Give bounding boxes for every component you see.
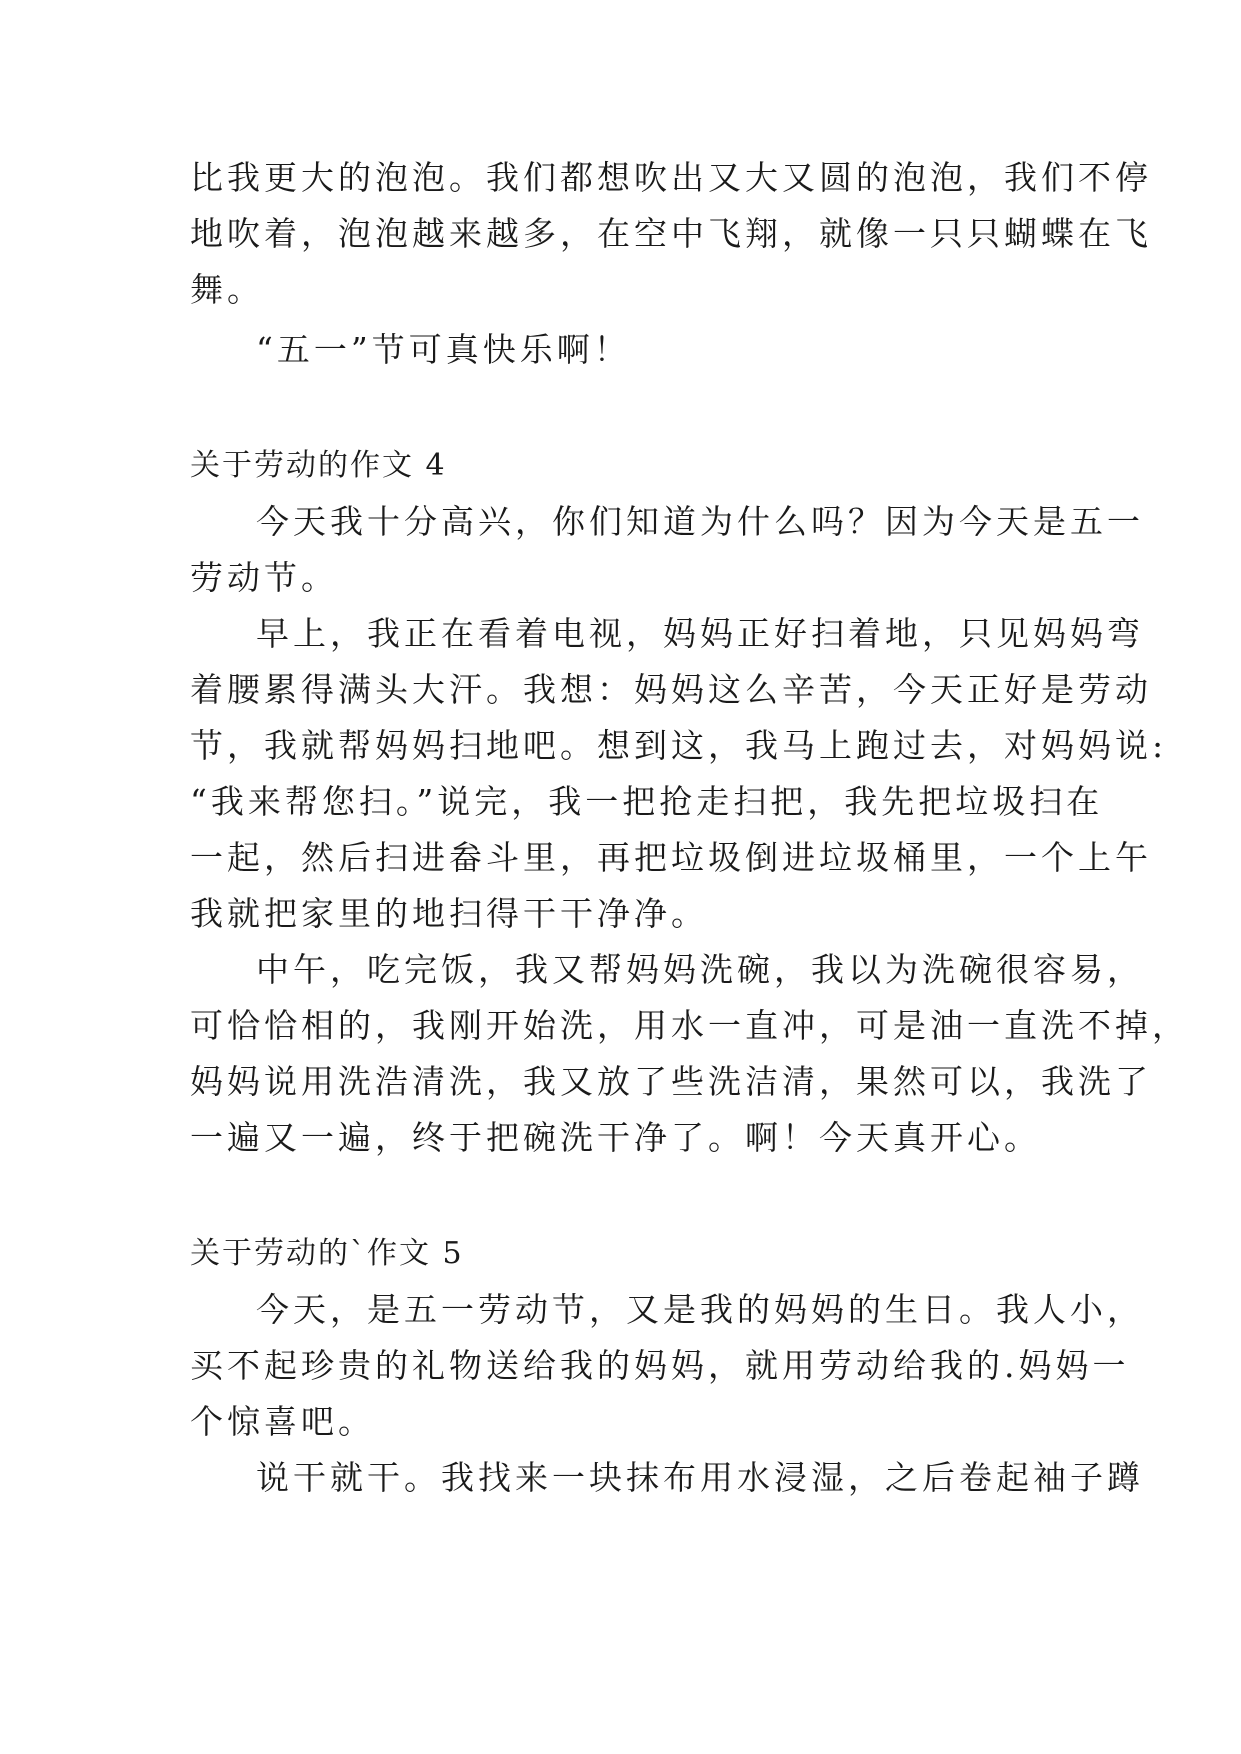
paragraph-line: 劳动节。 bbox=[190, 558, 338, 597]
section-heading: 关于劳动的作文 4 bbox=[190, 448, 447, 483]
paragraph-line: 说干就干。我找来一块抹布用水浸湿，之后卷起袖子蹲 bbox=[256, 1458, 1144, 1497]
section bbox=[190, 438, 1189, 1166]
paragraph-line: 节，我就帮妈妈扫地吧。想到这，我马上跑过去，对妈妈说: bbox=[190, 726, 1168, 765]
paragraph-line: 买不起珍贵的礼物送给我的妈妈，就用劳动给我的.妈妈一 bbox=[190, 1346, 1130, 1385]
paragraph-line: 地吹着，泡泡越来越多，在空中飞翔，就像一只只蝴蝶在飞 bbox=[190, 214, 1152, 253]
paragraph-line: 妈妈说用洗浩清洗，我又放了些洗洁清，果然可以，我洗了 bbox=[190, 1062, 1152, 1101]
paragraph-line: 今天我十分高兴，你们知道为什么吗？因为今天是五一 bbox=[256, 502, 1144, 541]
paragraph-line: 中午，吃完饭，我又帮妈妈洗碗，我以为洗碗很容易， bbox=[256, 950, 1144, 989]
paragraph bbox=[190, 942, 1189, 1166]
paragraph-line: 可恰恰相的，我刚开始洗，用水一直冲，可是油一直洗不掉， bbox=[190, 1006, 1189, 1045]
paragraph bbox=[190, 1450, 1144, 1506]
paragraph bbox=[190, 1282, 1144, 1450]
paragraph-line: 舞。 bbox=[190, 270, 264, 309]
document-body bbox=[190, 150, 1189, 1506]
paragraph bbox=[190, 150, 1152, 318]
section bbox=[190, 1226, 1144, 1506]
paragraph-line: “五一”节可真快乐啊！ bbox=[256, 330, 631, 369]
paragraph-line: 早上，我正在看着电视，妈妈正好扫着地，只见妈妈弯 bbox=[256, 614, 1144, 653]
paragraph-line: 我就把家里的地扫得干干净净。 bbox=[190, 894, 708, 933]
paragraph-line: 一起，然后扫进畚斗里，再把垃圾倒进垃圾桶里，一个上午 bbox=[190, 838, 1152, 877]
paragraph-line: 比我更大的泡泡。我们都想吹出又大又圆的泡泡，我们不停 bbox=[190, 158, 1152, 197]
section-gap bbox=[190, 378, 1060, 438]
paragraph bbox=[190, 322, 1060, 378]
paragraph bbox=[190, 494, 1144, 606]
paragraph-line: 个惊喜吧。 bbox=[190, 1402, 375, 1441]
paragraph bbox=[190, 606, 1168, 942]
paragraph-line: “我来帮您扫。”说完，我一把抢走扫把，我先把垃圾扫在 bbox=[190, 782, 1104, 821]
section-gap bbox=[190, 1166, 1060, 1226]
section-heading: 关于劳动的`作文 5 bbox=[190, 1236, 464, 1271]
paragraph-line: 着腰累得满头大汗。我想：妈妈这么辛苦，今天正好是劳动 bbox=[190, 670, 1152, 709]
paragraph-line: 今天，是五一劳动节，又是我的妈妈的生日。我人小， bbox=[256, 1290, 1144, 1329]
paragraph-line: 一遍又一遍，终于把碗洗干净了。啊！今天真开心。 bbox=[190, 1118, 1041, 1157]
